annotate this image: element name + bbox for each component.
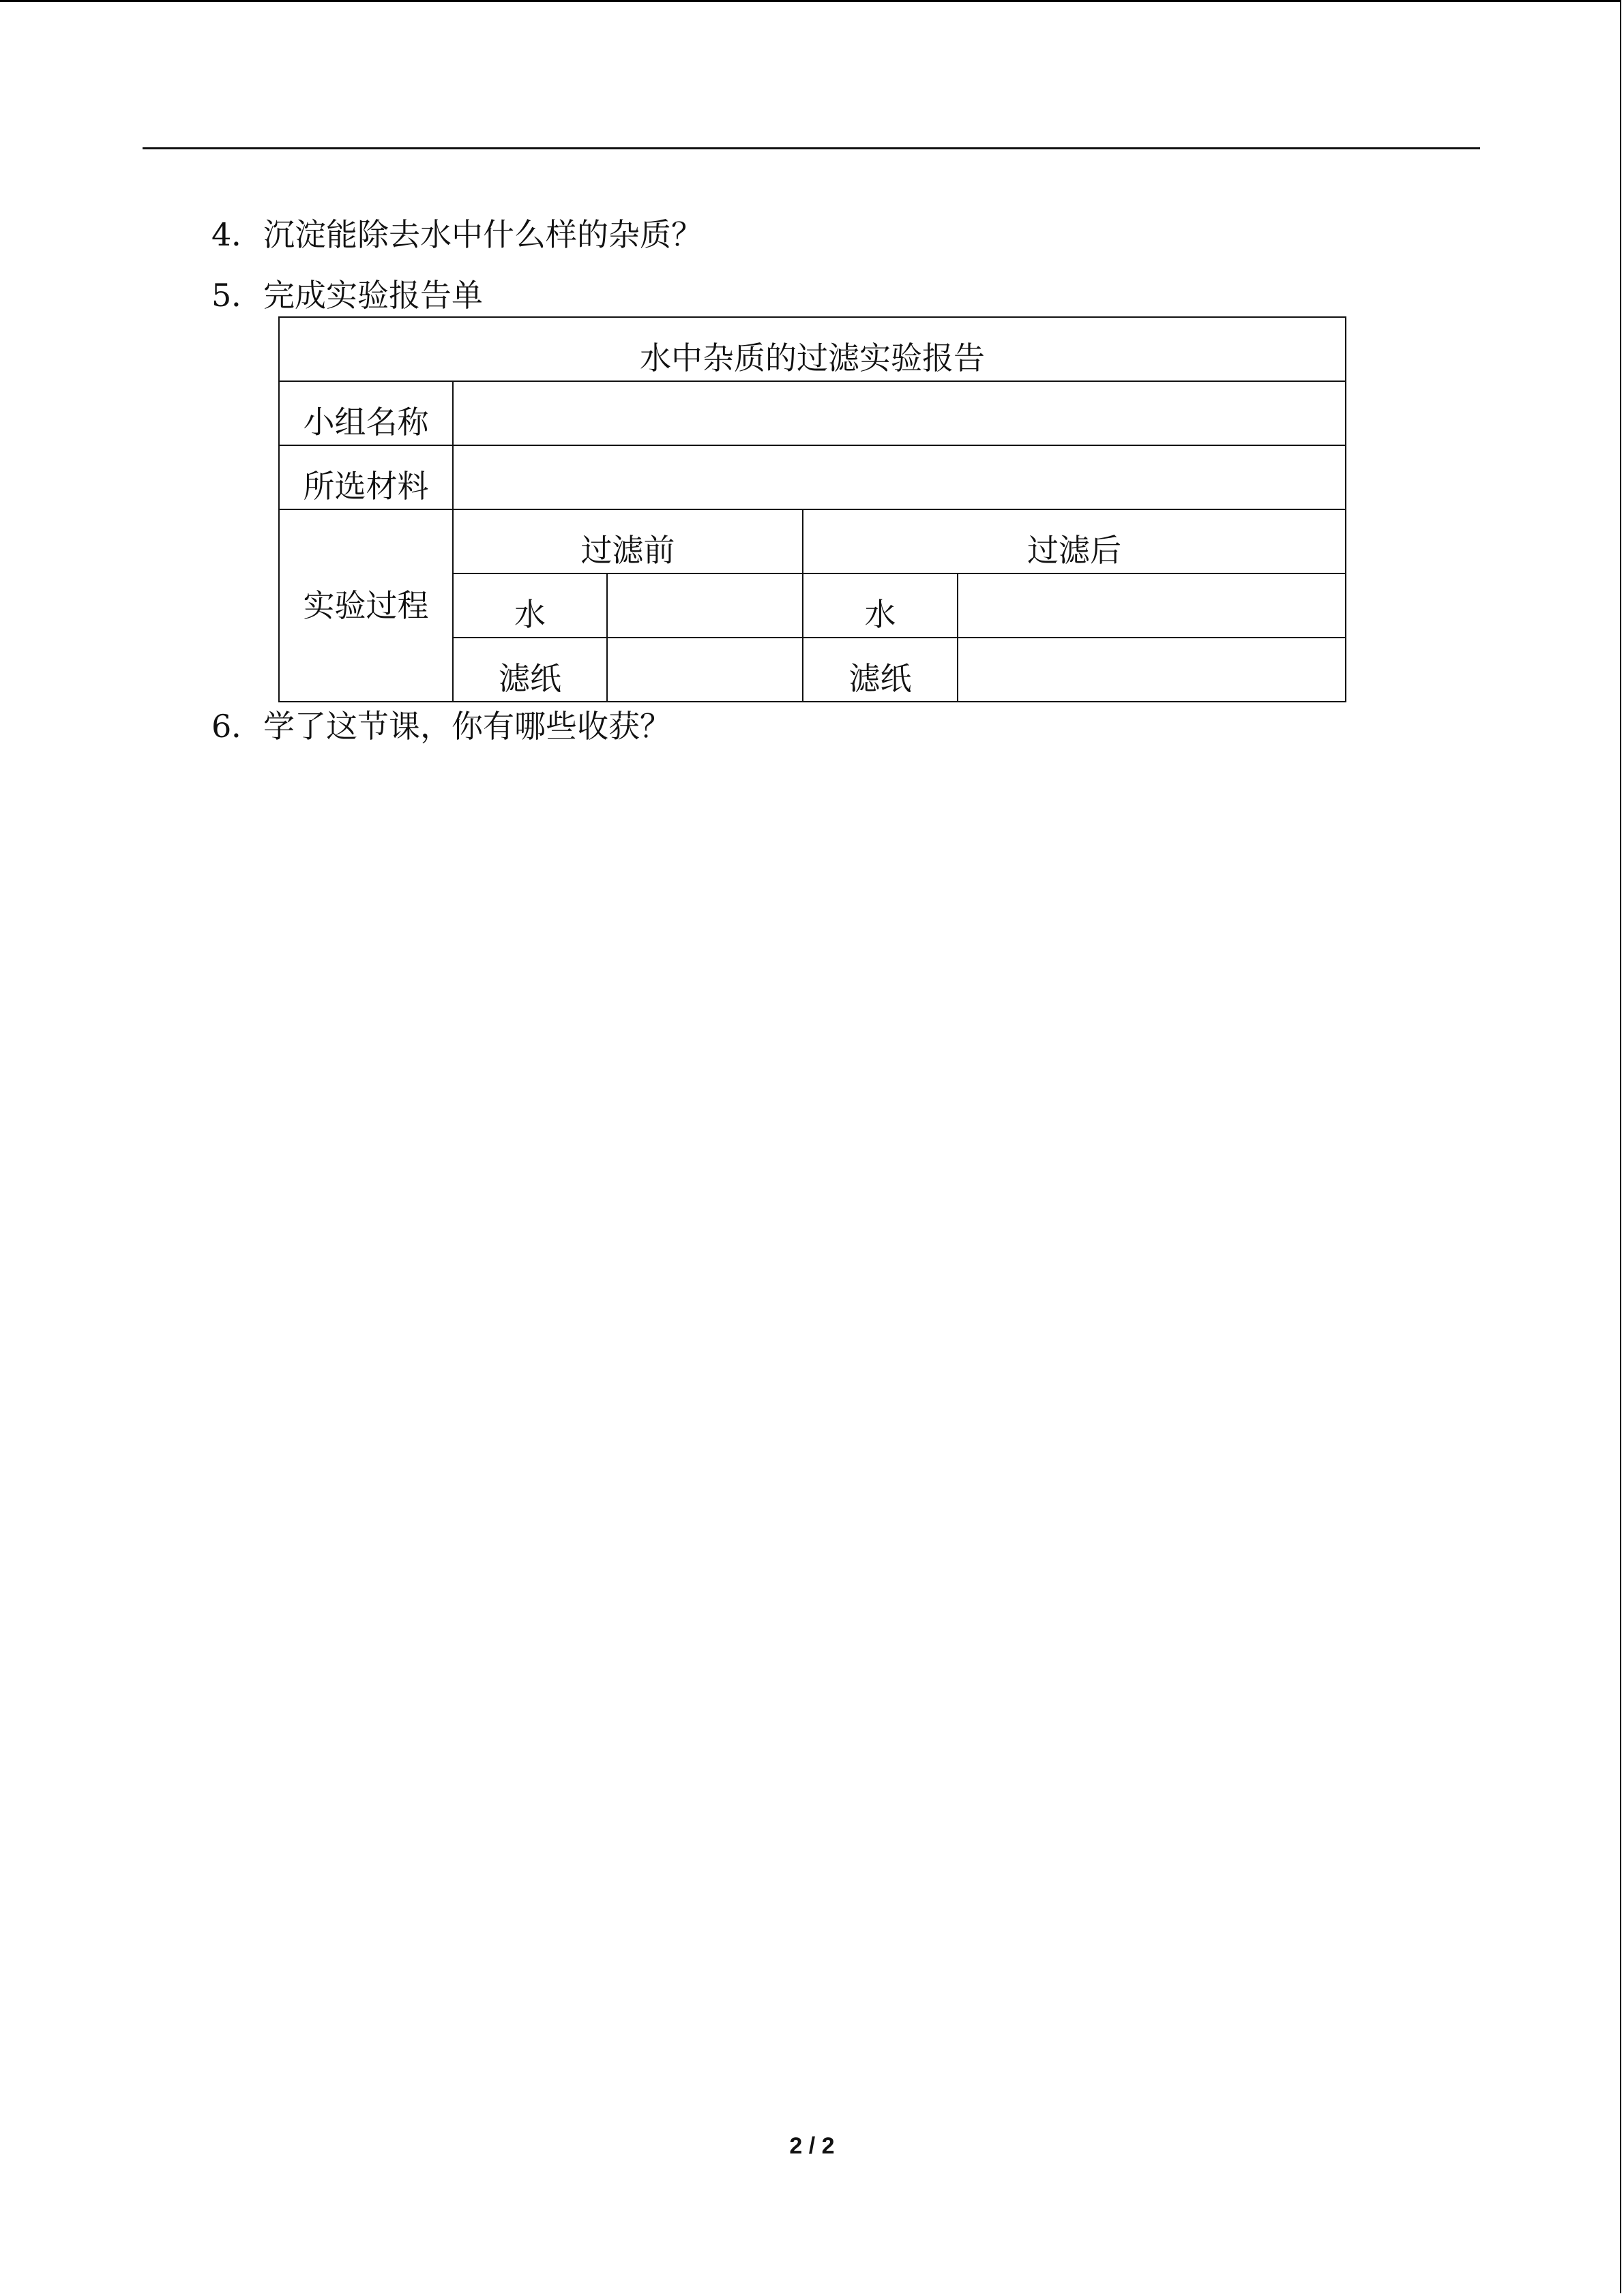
header-rule xyxy=(143,147,1480,149)
water-after-field[interactable] xyxy=(958,573,1346,638)
question-5-number: 5． xyxy=(211,277,263,314)
group-name-row xyxy=(279,381,1346,445)
question-6-number: 6． xyxy=(211,708,263,745)
materials-field[interactable] xyxy=(453,445,1346,509)
before-filter-header: 过滤前 xyxy=(453,509,803,573)
group-name-field[interactable] xyxy=(453,381,1346,445)
process-label: 实验过程 xyxy=(279,509,453,702)
filter-paper-before-field[interactable] xyxy=(607,638,803,702)
filter-paper-after-label: 滤纸 xyxy=(803,638,958,702)
page-number: 2 / 2 xyxy=(789,2133,835,2159)
question-4-number: 4． xyxy=(211,216,263,253)
report-title: 水中杂质的过滤实验报告 xyxy=(279,317,1346,381)
report-title-row xyxy=(279,317,1346,381)
process-header-row xyxy=(279,509,1346,573)
group-name-label: 小组名称 xyxy=(279,381,453,445)
materials-row xyxy=(279,445,1346,509)
materials-label: 所选材料 xyxy=(279,445,453,509)
question-5 xyxy=(211,275,483,316)
question-4-text: 沉淀能除去水中什么样的杂质？ xyxy=(263,216,703,253)
question-6 xyxy=(211,706,671,747)
water-after-label: 水 xyxy=(803,573,958,638)
filter-paper-before-label: 滤纸 xyxy=(453,638,607,702)
question-6-text: 学了这节课，你有哪些收获？ xyxy=(263,708,671,745)
question-4 xyxy=(211,214,703,255)
question-5-text: 完成实验报告单 xyxy=(263,277,483,314)
water-before-label: 水 xyxy=(453,573,607,638)
filter-paper-after-field[interactable] xyxy=(958,638,1346,702)
water-before-field[interactable] xyxy=(607,573,803,638)
experiment-report-table xyxy=(278,316,1346,702)
after-filter-header: 过滤后 xyxy=(803,509,1346,573)
